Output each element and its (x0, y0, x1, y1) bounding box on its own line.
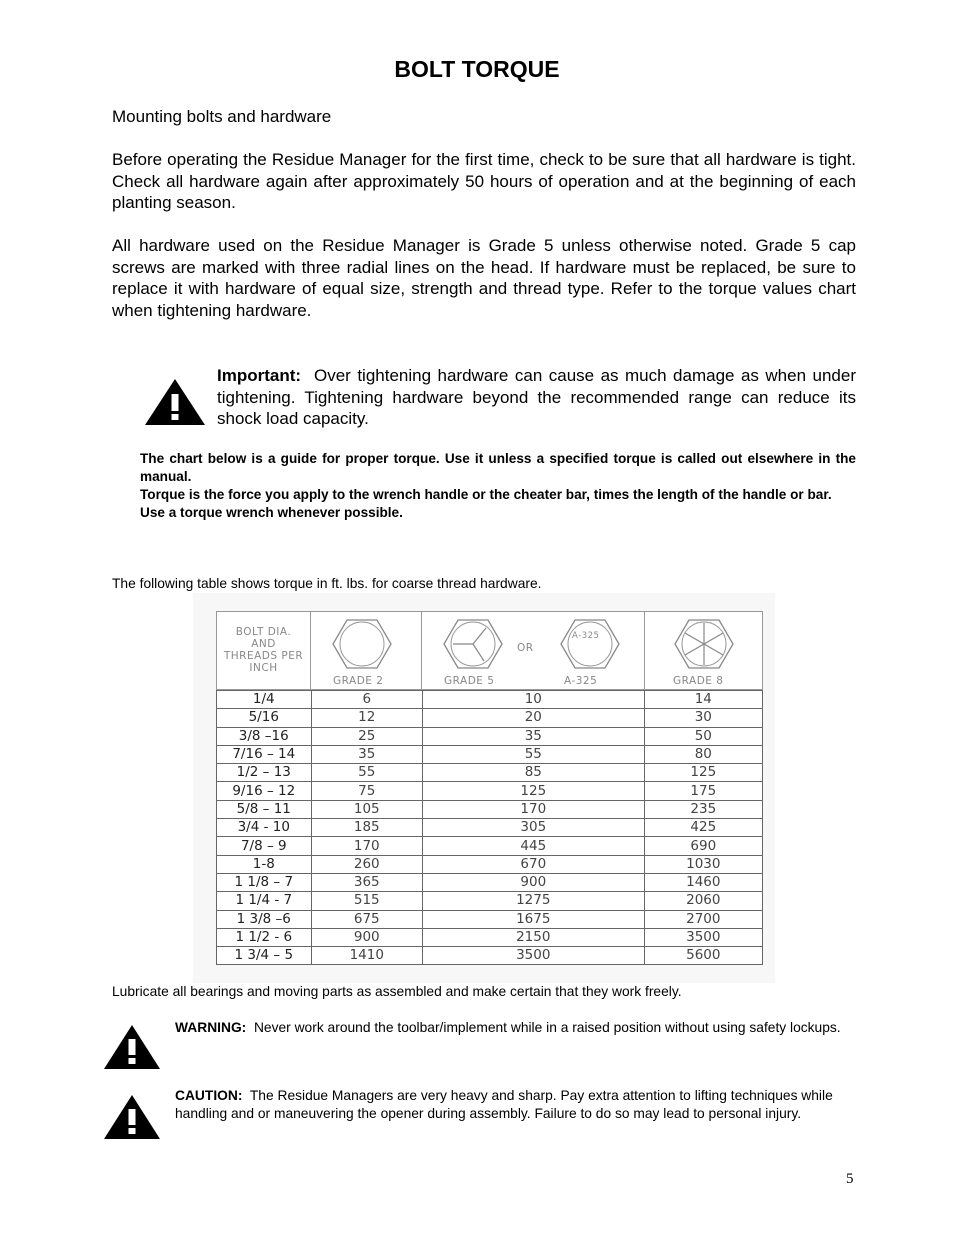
grade5-torque-cell: 2150 (422, 928, 644, 946)
grade8-torque-cell: 2060 (644, 892, 762, 910)
caution-notice (175, 1087, 855, 1123)
grade2-torque-cell: 900 (311, 928, 422, 946)
grade8-torque-cell: 30 (644, 709, 762, 727)
grade2-torque-cell: 515 (311, 892, 422, 910)
page-number: 5 (846, 1171, 854, 1187)
header-bolt-dia-line2: AND (251, 638, 276, 650)
grade5-torque-cell: 445 (422, 837, 644, 855)
header-bolt-dia-line3: THREADS PER (223, 650, 304, 662)
paragraph-hardware-grade: All hardware used on the Residue Manager is Grade 5 unless otherwise noted. Grade 5 cap screws are marked with three radial lines on the head. If hardware must be replaced, be sure to replace it with hardware of equal size, strength and thread type. Refer to the torque values chart when tightening hardware. (112, 236, 856, 321)
table-row (217, 782, 763, 800)
header-bolt-dia-line4: INCH (249, 662, 278, 674)
table-row (217, 727, 763, 745)
header-bolt-dia-line1: BOLT DIA. (235, 626, 292, 638)
warning-triangle-icon (103, 1024, 161, 1070)
grade8-torque-cell: 5600 (644, 947, 762, 965)
grade5-torque-cell: 125 (422, 782, 644, 800)
table-row (217, 709, 763, 727)
bolt-size-cell: 9/16 – 12 (217, 782, 312, 800)
grade2-torque-cell: 260 (311, 855, 422, 873)
bolt-size-cell: 1 1/8 – 7 (217, 873, 312, 891)
grade5-torque-cell: 900 (422, 873, 644, 891)
lubricate-note: Lubricate all bearings and moving parts as assembled and make certain that they work freely. (112, 984, 682, 999)
bolt-head-grade2-icon (331, 618, 393, 670)
section-subheading: Mounting bolts and hardware (112, 107, 332, 126)
grade8-torque-cell: 80 (644, 745, 762, 763)
table-row (217, 910, 763, 928)
grade5-torque-cell: 85 (422, 764, 644, 782)
warning-notice (175, 1019, 855, 1037)
header-a325-head-mark: A-325 (572, 631, 600, 641)
bolt-size-cell: 3/8 –16 (217, 727, 312, 745)
grade8-torque-cell: 125 (644, 764, 762, 782)
bolt-size-cell: 7/16 – 14 (217, 745, 312, 763)
grade5-torque-cell: 35 (422, 727, 644, 745)
grade5-torque-cell: 670 (422, 855, 644, 873)
table-row (217, 800, 763, 818)
table-row (217, 837, 763, 855)
grade5-torque-cell: 170 (422, 800, 644, 818)
grade2-torque-cell: 170 (311, 837, 422, 855)
grade2-torque-cell: 55 (311, 764, 422, 782)
grade8-torque-cell: 1460 (644, 873, 762, 891)
table-row (217, 691, 763, 709)
torque-values-body (217, 691, 763, 965)
bolt-size-cell: 1 3/4 – 5 (217, 947, 312, 965)
table-row (217, 764, 763, 782)
grade5-torque-cell: 20 (422, 709, 644, 727)
grade8-torque-cell: 3500 (644, 928, 762, 946)
bolt-head-grade5-icon (442, 618, 504, 670)
important-text: Over tightening hardware can cause as much damage as when under tightening. Tightening hardware beyond the recommended range can reduce its shock load capacity. (217, 366, 856, 429)
bolt-size-cell: 1 1/4 - 7 (217, 892, 312, 910)
grade2-torque-cell: 105 (311, 800, 422, 818)
bolt-size-cell: 7/8 – 9 (217, 837, 312, 855)
bolt-size-cell: 1 1/2 - 6 (217, 928, 312, 946)
table-row (217, 873, 763, 891)
bolt-size-cell: 1-8 (217, 855, 312, 873)
header-grade5-label: GRADE 5 (444, 675, 495, 687)
torque-table-image (193, 593, 775, 983)
header-grade8-label: GRADE 8 (673, 675, 724, 687)
header-grade5 (421, 611, 645, 690)
header-or-label: OR (517, 642, 534, 654)
header-bolt-dia (216, 611, 311, 690)
grade2-torque-cell: 35 (311, 745, 422, 763)
table-row (217, 819, 763, 837)
bolt-head-a325-icon (559, 618, 621, 670)
grade2-torque-cell: 675 (311, 910, 422, 928)
table-row (217, 745, 763, 763)
torque-values-table (216, 690, 763, 965)
table-row (217, 892, 763, 910)
paragraph-inspection: Before operating the Residue Manager for the first time, check to be sure that all hardware is tight. Check all hardware again after approximately 50 hours of operation and at the beginning of each planting season. (112, 150, 856, 213)
header-a325-label: A-325 (564, 675, 598, 687)
table-row (217, 947, 763, 965)
grade2-torque-cell: 75 (311, 782, 422, 800)
page-title: BOLT TORQUE (394, 56, 560, 82)
bolt-size-cell: 1/4 (217, 691, 312, 709)
header-grade8 (644, 611, 763, 690)
warning-triangle-icon (103, 1094, 161, 1140)
grade8-torque-cell: 690 (644, 837, 762, 855)
warning-triangle-icon (144, 378, 206, 426)
grade5-torque-cell: 3500 (422, 947, 644, 965)
grade8-torque-cell: 2700 (644, 910, 762, 928)
important-notice (217, 365, 856, 430)
bolt-head-grade8-icon (673, 618, 735, 670)
grade8-torque-cell: 235 (644, 800, 762, 818)
grade2-torque-cell: 6 (311, 691, 422, 709)
grade5-torque-cell: 1675 (422, 910, 644, 928)
table-intro: The following table shows torque in ft. lbs. for coarse thread hardware. (112, 576, 542, 591)
torque-table (216, 611, 763, 962)
header-grade2-label: GRADE 2 (333, 675, 384, 687)
bolt-size-cell: 1/2 – 13 (217, 764, 312, 782)
table-row (217, 928, 763, 946)
grade2-torque-cell: 1410 (311, 947, 422, 965)
caution-label: CAUTION: (175, 1088, 243, 1103)
bolt-size-cell: 5/8 – 11 (217, 800, 312, 818)
important-label: Important: (217, 366, 302, 385)
warning-label: WARNING: (175, 1020, 247, 1035)
grade5-torque-cell: 10 (422, 691, 644, 709)
guide-line-2: Torque is the force you apply to the wrench handle or the cheater bar, times the length of the handle or bar. (140, 487, 832, 502)
grade8-torque-cell: 50 (644, 727, 762, 745)
caution-text: The Residue Managers are very heavy and sharp. Pay extra attention to lifting techniques while handling and or maneuvering the opener during assembly. Failure to do so may lead to personal injury. (175, 1088, 833, 1121)
torque-guide-notes (140, 450, 856, 522)
header-grade2 (310, 611, 422, 690)
table-row (217, 855, 763, 873)
warning-text: Never work around the toolbar/implement while in a raised position without using safety lockups. (253, 1020, 841, 1035)
bolt-size-cell: 3/4 - 10 (217, 819, 312, 837)
grade2-torque-cell: 365 (311, 873, 422, 891)
bolt-size-cell: 1 3/8 –6 (217, 910, 312, 928)
grade2-torque-cell: 12 (311, 709, 422, 727)
guide-line-3: Use a torque wrench whenever possible. (140, 505, 403, 520)
grade5-torque-cell: 305 (422, 819, 644, 837)
grade5-torque-cell: 1275 (422, 892, 644, 910)
grade2-torque-cell: 25 (311, 727, 422, 745)
grade8-torque-cell: 175 (644, 782, 762, 800)
grade2-torque-cell: 185 (311, 819, 422, 837)
guide-line-1: The chart below is a guide for proper torque. Use it unless a specified torque is called out elsewhere in the manual. (140, 451, 856, 484)
grade8-torque-cell: 14 (644, 691, 762, 709)
grade8-torque-cell: 1030 (644, 855, 762, 873)
bolt-size-cell: 5/16 (217, 709, 312, 727)
grade8-torque-cell: 425 (644, 819, 762, 837)
grade5-torque-cell: 55 (422, 745, 644, 763)
